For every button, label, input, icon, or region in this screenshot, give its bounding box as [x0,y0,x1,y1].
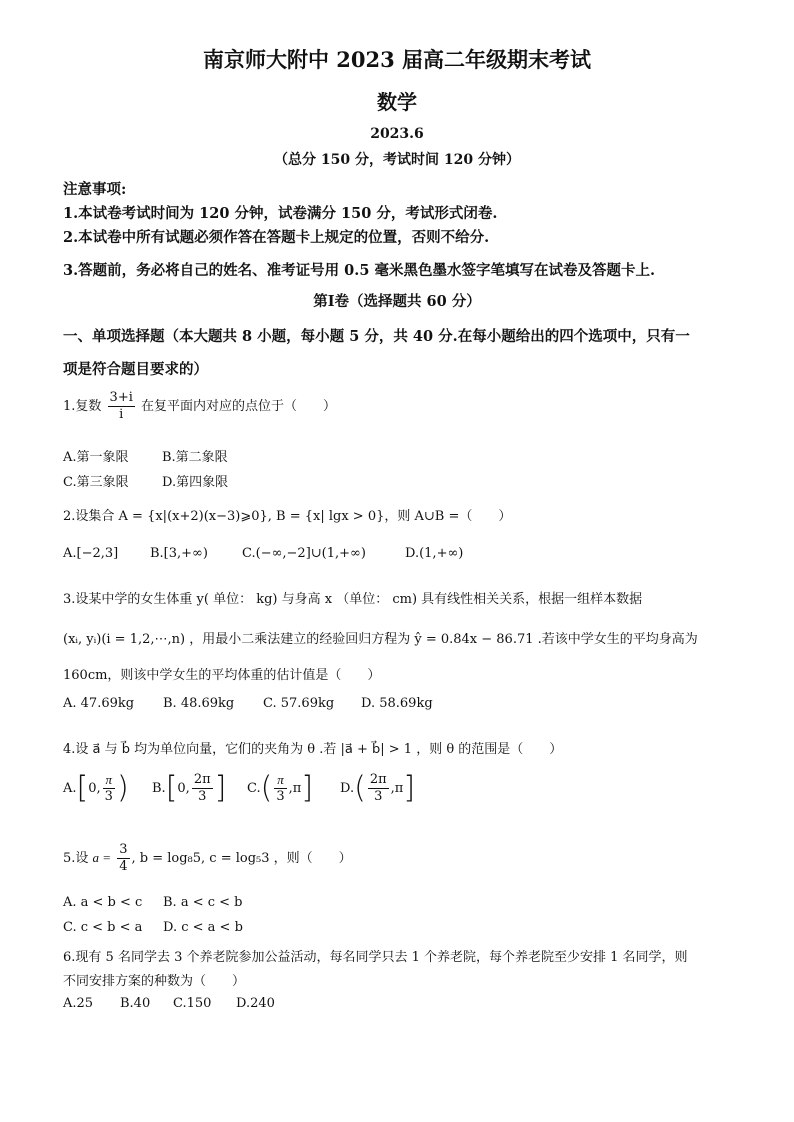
q1-option-a: A.第一象限 [63,450,129,465]
exam-total-info: （总分 150 分，考试时间 120 分钟） [274,152,520,168]
q1-option-d: D.第四象限 [162,475,229,490]
part1-instructions-line2: 项是符合题目要求的） [63,361,208,378]
q4-option-b-label: B. [152,781,166,796]
q3-option-c: C. 57.69kg [263,696,335,711]
q5-option-d: D. c < a < b [163,920,243,935]
question-6-line2: 不同安排方案的种数为（ ） [63,974,246,989]
q1-option-c: C.第三象限 [63,475,129,490]
q5-rest: , b = log₈5, c = log₅3 ，则（ ） [131,851,352,866]
exam-subject: 数学 [377,90,417,114]
q2-option-d: D.(1,+∞) [405,546,464,561]
q3-option-a: A. 47.69kg [63,696,135,711]
q6-option-d: D.240 [236,996,275,1011]
exam-title: 南京师大附中 2023 届高二年级期末考试 [202,47,592,72]
q5-prefix: 5.设 [63,851,89,866]
q5-option-c: C. c < b < a [63,920,143,935]
q1-option-b: B.第二象限 [162,450,228,465]
question-3-line3: 160cm，则该中学女生的平均体重的估计值是（ ） [63,668,381,683]
q4-c-num: π [274,772,286,789]
question-2-stem: 2.设集合 A = {x|(x+2)(x−3)⩾0}, B = {x| lgx > 0}，则 A∪B =（ ） [63,509,512,524]
q4-option-d-label: D. [340,781,355,796]
question-3-line2: (xᵢ, yᵢ)(i = 1,2,⋯,n) ，用最小二乘法建立的经验回归方程为 ŷ = 0.84x − 86.71 .若该中学女生的平均身高为 [63,632,698,647]
q4-a-fraction [103,772,115,805]
q1-suffix: 在复平面内对应的点位于（ ） [141,399,337,414]
note-item-2: 2.本试卷中所有试题必须作答在答题卡上规定的位置，否则不给分. [63,229,490,246]
q4-option-c-label: C. [247,781,261,796]
q6-option-c: C.150 [173,996,212,1011]
q4-a-num: π [103,772,115,789]
q1-fraction [108,390,135,423]
question-1-stem [63,390,336,423]
note-item-1: 1.本试卷考试时间为 120 分钟，试卷满分 150 分，考试形式闭卷. [63,205,498,222]
part1-instructions-line1: 一、单项选择题（本大题共 8 小题，每小题 5 分，共 40 分.在每小题给出的四个选项中，只有一 [63,328,690,345]
q3-option-b: B. 48.69kg [163,696,235,711]
q4-option-a: A.[0, $\frac{\pi}{3}$ ) [63,770,129,806]
question-3-line1: 3.设某中学的女生体重 y( 单位： kg) 与身高 x （单位： cm) 具有线性相关关系，根据一组样本数据 [63,592,643,607]
q2-option-c: C.(−∞,−2]∪(1,+∞) [242,546,366,561]
notes-heading: 注意事项: [63,181,127,198]
q3-option-d: D. 58.69kg [361,696,433,711]
q4-b-num: 2π [193,772,211,787]
q4-option-b: B.[0, $\frac{2\pi}{3}$ ] [152,770,227,806]
q1-denominator: i [119,407,124,422]
q2-option-b: B.[3,+∞) [150,546,208,561]
q4-d-den: 3 [374,789,383,804]
question-4-stem: 4.设 a⃗ 与 b⃗ 均为单位向量，它们的夹角为 θ .若 |a⃗ + b⃗| > 1 ，则 θ 的范围是（ ） [63,742,563,757]
q4-b-fraction [192,772,213,805]
q4-d-fraction [368,772,389,805]
note-item-3: 3.答题前，务必将自己的姓名、准考证号用 0.5 毫米黑色墨水签字笔填写在试卷及答题卡上. [63,262,656,279]
question-5-stem [63,842,352,875]
q4-option-d: D.( $\frac{2\pi}{3}$ ,π] [340,770,416,806]
q6-option-a: A.25 [63,996,94,1011]
q5-a-lhs: a = [92,850,112,865]
q5-denominator: 4 [119,859,128,874]
exam-date: 2023.6 [370,126,424,142]
section-title: 第Ⅰ卷（选择题共 60 分） [313,293,481,310]
q4-b-zero: 0, [177,781,190,796]
q5-option-b: B. a < c < b [163,895,243,910]
q5-numerator: 3 [119,842,128,857]
q4-d-upper: ,π [390,781,404,796]
question-6-line1: 6.现有 5 名同学去 3 个养老院参加公益活动，每名同学只去 1 个养老院，每个养老院至少安排 1 名同学，则 [63,950,688,965]
q1-prefix: 1.复数 [63,399,102,414]
q4-option-a-label: A. [63,781,77,796]
q4-a-zero: 0, [88,781,101,796]
q4-c-den: 3 [276,789,285,804]
q4-c-fraction [274,772,286,805]
q4-option-c: C.( $\frac{\pi}{3}$ ,π] [247,770,314,806]
q1-numerator: 3+i [109,390,133,405]
q4-c-upper: ,π [288,781,302,796]
q4-b-den: 3 [198,789,207,804]
q4-d-num: 2π [369,772,387,787]
q5-fraction [117,842,129,875]
q5-option-a: A. a < b < c [63,895,143,910]
q2-option-a: A.[−2,3] [63,546,119,561]
q6-option-b: B.40 [120,996,151,1011]
q4-a-den: 3 [104,789,113,804]
